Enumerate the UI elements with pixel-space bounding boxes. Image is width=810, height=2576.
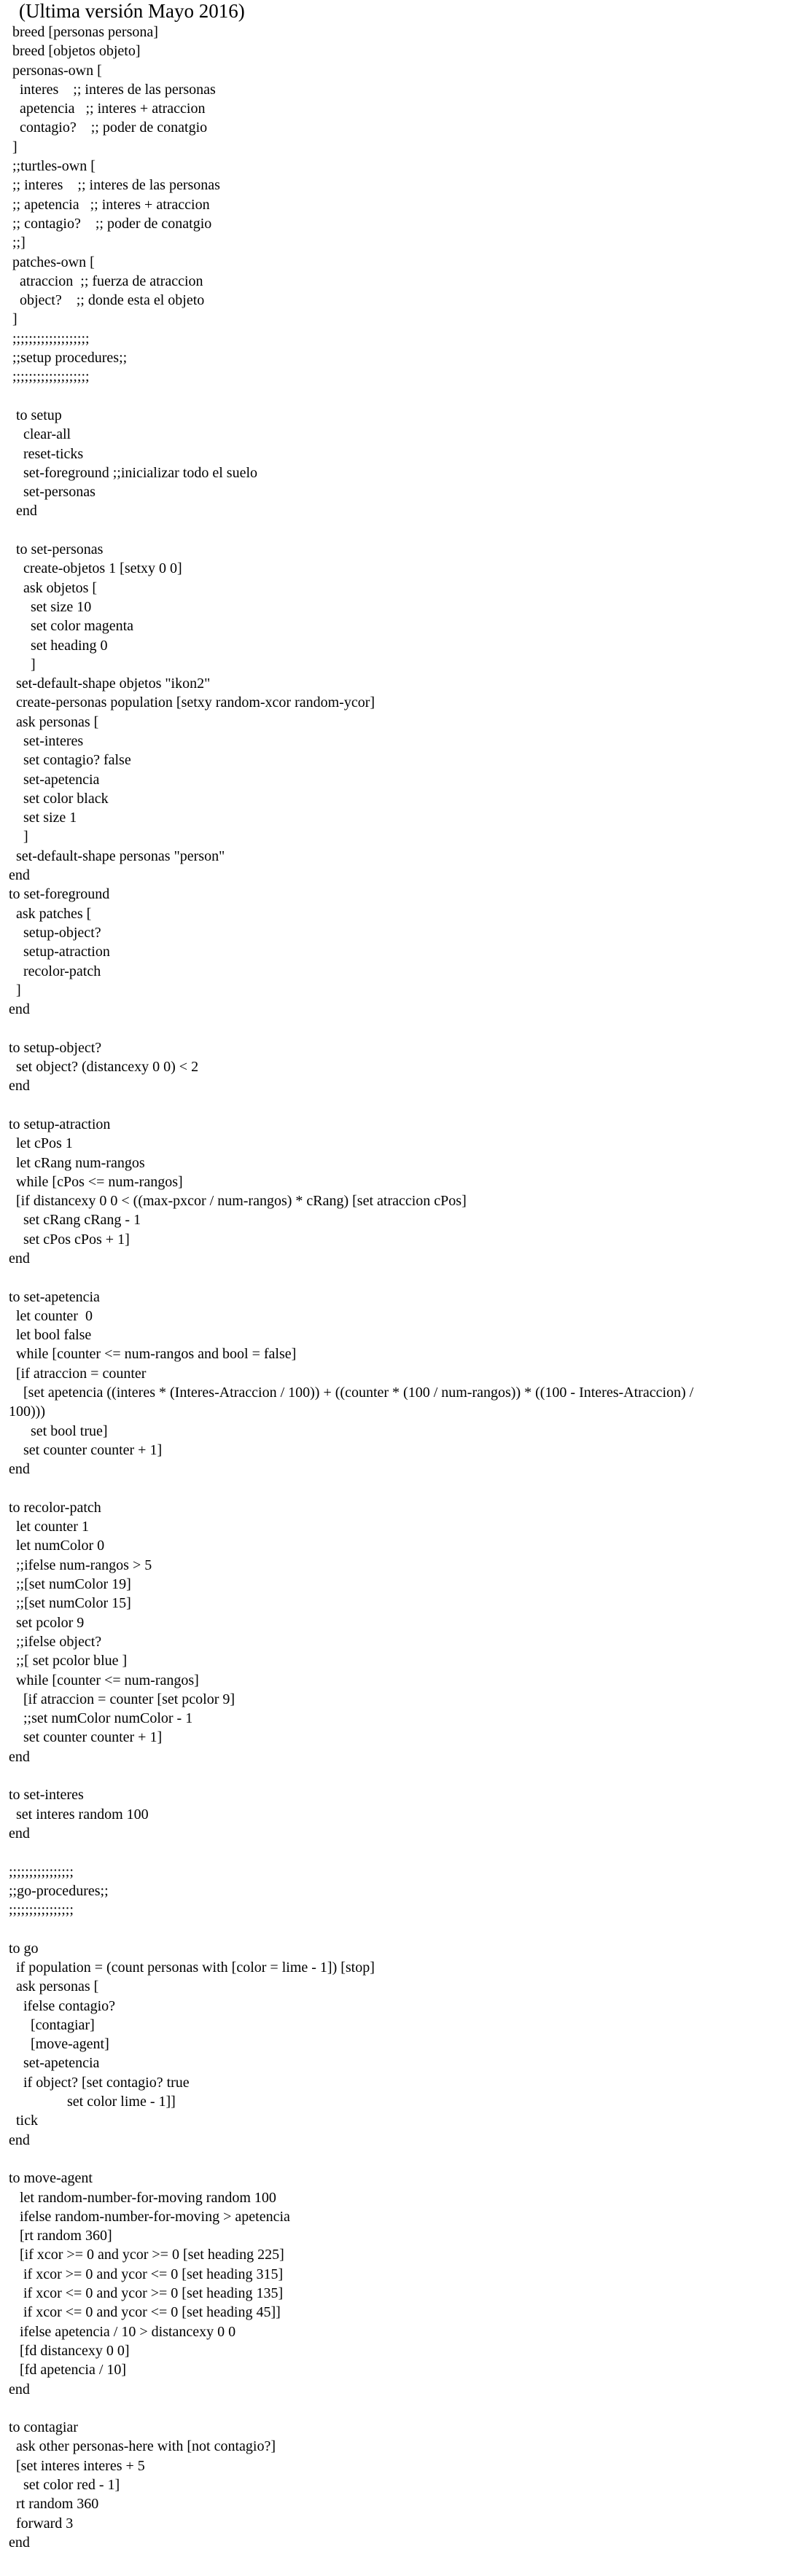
code-line: end [9, 1825, 30, 1841]
blank-line [9, 521, 807, 540]
code-line: ;;ifelse num-rangos > 5 [9, 1557, 152, 1573]
code-line: while [cPos <= num-rangos] [9, 1173, 183, 1190]
code-line: to setup-atraction [9, 1116, 111, 1132]
code-line: to move-agent [9, 2170, 93, 2187]
code-line: personas-own [ [9, 62, 102, 79]
code-line: set counter counter + 1] [9, 1441, 163, 1458]
code-line: ] [9, 311, 17, 328]
code-line: [move-agent] [9, 2036, 109, 2053]
code-line: ;;[set numColor 15] [9, 1595, 131, 1612]
code-line: patches-own [ [9, 254, 95, 270]
code-line: set pcolor 9 [9, 1614, 85, 1631]
blank-line [9, 1096, 807, 1115]
code-line: if xcor <= 0 and ycor >= 0 [set heading 135] [9, 2285, 284, 2302]
document-title: (Ultima versión Mayo 2016) [19, 0, 245, 22]
code-block [9, 23, 807, 2552]
code-line: contagio? ;; poder de conatgio [9, 120, 208, 136]
code-line: ;;;;;;;;;;;;;;;;;;; [9, 330, 90, 347]
code-line: ifelse contagio? [9, 1997, 116, 2014]
code-line: [set interes interes + 5 [9, 2457, 145, 2474]
code-line: create-objetos 1 [setxy 0 0] [9, 560, 182, 577]
code-line: set-default-shape personas "person" [9, 847, 225, 864]
code-line: ;;[set numColor 19] [9, 1576, 131, 1593]
code-line: let counter 1 [9, 1519, 89, 1535]
code-line: while [counter <= num-rangos and bool = false] [9, 1346, 297, 1363]
code-line: if xcor >= 0 and ycor <= 0 [set heading 315] [9, 2266, 284, 2282]
code-line: ;;setup procedures;; [9, 350, 128, 367]
blank-line [9, 1268, 807, 1287]
code-line: atraccion ;; fuerza de atraccion [9, 273, 203, 289]
code-line: [set apetencia ((interes * (Interes-Atraccion / 100)) + ((counter * (100 / num-rangos)) * ((100 - Interes-Atraccion) / [9, 1385, 694, 1401]
code-line: [if atraccion = counter [set pcolor 9] [9, 1691, 235, 1707]
code-line: [if atraccion = counter [9, 1365, 147, 1382]
code-line: clear-all [9, 426, 71, 443]
blank-line [9, 1479, 807, 1498]
code-line: ask personas [ [9, 713, 99, 730]
code-line: ;;turtles-own [ [9, 158, 96, 175]
code-line: [rt random 360] [9, 2228, 112, 2244]
code-line: set contagio? false [9, 752, 131, 769]
code-line: setup-atraction [9, 944, 110, 960]
code-line: breed [personas persona] [9, 24, 158, 40]
code-line: end [9, 503, 37, 520]
code-line: ;;set numColor numColor - 1 [9, 1710, 193, 1727]
code-line: let numColor 0 [9, 1538, 105, 1554]
code-line: [fd distancexy 0 0] [9, 2342, 130, 2359]
code-line: end [9, 867, 30, 884]
code-line: set heading 0 [9, 637, 108, 654]
code-line: [if xcor >= 0 and ycor >= 0 [set heading 225] [9, 2247, 284, 2263]
blank-line [9, 2399, 807, 2418]
code-line: set-interes [9, 732, 84, 749]
code-line: to set-personas [9, 541, 104, 558]
code-line: to set-foreground [9, 886, 110, 903]
code-line: end [9, 1078, 30, 1095]
code-line: let cRang num-rangos [9, 1154, 145, 1171]
code-line: end [9, 1461, 30, 1478]
code-line: let counter 0 [9, 1307, 93, 1324]
blank-line [9, 1766, 807, 1785]
code-line: tick [9, 2113, 38, 2129]
code-line: while [counter <= num-rangos] [9, 1672, 199, 1688]
code-line: to contagiar [9, 2419, 78, 2436]
code-line: if population = (count personas with [color = lime - 1]) [stop] [9, 1959, 375, 1976]
code-line: ;;;;;;;;;;;;;;;; [9, 1902, 74, 1919]
code-line: setup-object? [9, 924, 101, 941]
code-line: forward 3 [9, 2515, 74, 2532]
code-line: set cRang cRang - 1 [9, 1212, 141, 1229]
code-line: set bool true] [9, 1422, 108, 1439]
code-line: to setup-object? [9, 1039, 102, 1056]
code-line: ] [9, 138, 17, 155]
code-line: breed [objetos objeto] [9, 43, 141, 60]
code-line: to go [9, 1940, 39, 1957]
code-line: [fd apetencia / 10] [9, 2362, 127, 2379]
code-line: end [9, 1250, 30, 1267]
code-line: end [9, 2131, 30, 2148]
code-line: ;; contagio? ;; poder de conatgio [9, 215, 212, 232]
blank-line [9, 387, 807, 406]
code-line: ask personas [ [9, 1978, 99, 1995]
code-line: set color magenta [9, 618, 134, 635]
code-line: set-personas [9, 484, 96, 501]
code-line: ;;;;;;;;;;;;;;;;;;; [9, 369, 90, 385]
code-line: set size 1 [9, 810, 77, 826]
code-line: ;;[ set pcolor blue ] [9, 1653, 128, 1669]
code-line: end [9, 1001, 30, 1018]
code-line: set-default-shape objetos "ikon2" [9, 676, 211, 692]
code-line: ;;go-procedures;; [9, 1882, 109, 1899]
code-line: reset-ticks [9, 445, 84, 462]
code-line: 100))) [9, 1404, 45, 1420]
code-line: set cPos cPos + 1] [9, 1231, 130, 1248]
blank-line [9, 1919, 807, 1938]
code-line: object? ;; donde esta el objeto [9, 292, 205, 309]
code-line: set color lime - 1]] [9, 2094, 176, 2110]
code-line: set-apetencia [9, 2055, 100, 2072]
code-line: ;; apetencia ;; interes + atraccion [9, 196, 210, 213]
code-line: ;;] [9, 235, 26, 251]
code-line: if xcor <= 0 and ycor <= 0 [set heading 45]] [9, 2304, 281, 2321]
blank-line [9, 2150, 807, 2169]
netlogo-code-document [9, 0, 807, 2552]
code-line: set color black [9, 790, 109, 807]
code-line: set object? (distancexy 0 0) < 2 [9, 1059, 199, 1076]
code-line: interes ;; interes de las personas [9, 81, 216, 98]
code-line: set size 10 [9, 598, 92, 615]
code-line: ask other personas-here with [not contagio?] [9, 2438, 276, 2455]
code-line: create-personas population [setxy random-xcor random-ycor] [9, 694, 375, 711]
blank-line [9, 1843, 807, 1862]
code-line: let bool false [9, 1327, 92, 1344]
code-line: if object? [set contagio? true [9, 2074, 190, 2091]
code-line: to recolor-patch [9, 1499, 101, 1516]
code-line: set color red - 1] [9, 2477, 120, 2493]
code-line: to set-apetencia [9, 1288, 100, 1305]
code-line: ifelse apetencia / 10 > distancexy 0 0 [9, 2323, 236, 2340]
code-line: to set-interes [9, 1787, 84, 1804]
code-line: end [9, 2534, 30, 2550]
code-line: let cPos 1 [9, 1135, 73, 1152]
code-line: ifelse random-number-for-moving > apetencia [9, 2208, 290, 2225]
code-line: set interes random 100 [9, 1806, 149, 1823]
code-line: ask objetos [ [9, 579, 98, 596]
code-line: [if distancexy 0 0 < ((max-pxcor / num-rangos) * cRang) [set atraccion cPos] [9, 1193, 467, 1210]
code-line: to setup [9, 407, 62, 423]
code-line: ;;ifelse object? [9, 1633, 102, 1650]
code-line: end [9, 1748, 30, 1765]
code-line: set-apetencia [9, 771, 100, 788]
code-line: end [9, 2381, 30, 2397]
blank-line [9, 1019, 807, 1038]
code-line: apetencia ;; interes + atraccion [9, 101, 206, 117]
code-line: ] [9, 982, 21, 998]
code-line: recolor-patch [9, 963, 101, 979]
code-line: set-foreground ;;inicializar todo el suelo [9, 464, 258, 481]
code-line: ] [9, 829, 28, 845]
code-line: ;;;;;;;;;;;;;;;; [9, 1863, 74, 1880]
code-line: rt random 360 [9, 2496, 99, 2513]
code-line: ask patches [ [9, 905, 92, 922]
code-line: let random-number-for-moving random 100 [9, 2189, 276, 2206]
code-line: [contagiar] [9, 2016, 95, 2033]
code-line: ;; interes ;; interes de las personas [9, 177, 220, 194]
code-line: ] [9, 656, 36, 673]
code-line: set counter counter + 1] [9, 1729, 163, 1746]
